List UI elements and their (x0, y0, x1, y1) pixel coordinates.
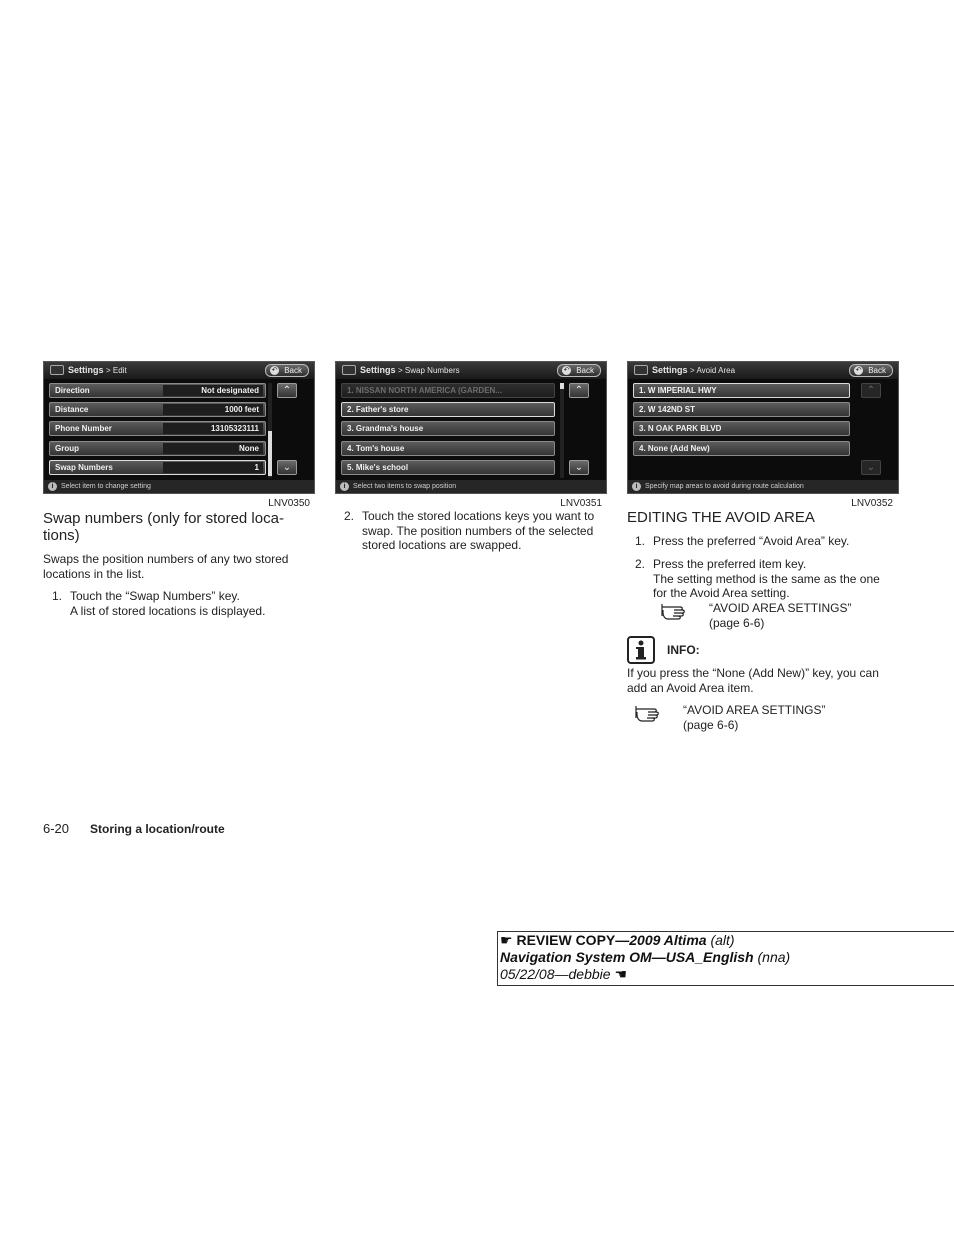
scroll-down-button[interactable]: ⌄ (569, 460, 589, 475)
info-icon (627, 636, 655, 664)
pointing-hand-icon: ☛ (500, 932, 513, 948)
scroll-down-button[interactable]: ⌄ (277, 460, 297, 475)
info-icon: i (632, 482, 641, 491)
scroll-up-button[interactable]: ⌃ (277, 383, 297, 398)
nav-screen-edit (43, 361, 315, 494)
review-line-1: ☛ REVIEW COPY—2009 Altima (alt) (500, 932, 735, 948)
review-line-3: 05/22/08—debbie ☚ (500, 966, 627, 982)
screen-footer: i Select item to change setting (44, 480, 314, 493)
pointing-hand-icon (660, 600, 692, 620)
back-arrow-icon: ↶ (271, 367, 278, 374)
section-title: Storing a location/route (90, 822, 225, 836)
stored-location-3[interactable]: 3. Grandma's house (341, 421, 555, 436)
cross-reference-2: “AVOID AREA SETTINGS” (page 6-6) (683, 703, 826, 732)
screen-header (44, 362, 314, 379)
back-button[interactable]: ↶ Back (265, 364, 309, 377)
back-arrow-icon: ↶ (855, 367, 862, 374)
step-number: 1. (635, 534, 646, 548)
row-group[interactable]: Group None (49, 441, 266, 456)
back-button[interactable]: ↶ Back (849, 364, 893, 377)
screen-footer: i Select two items to swap position (336, 480, 606, 493)
info-icon: i (48, 482, 57, 491)
avoid-area-add-new[interactable]: 4. None (Add New) (633, 441, 850, 456)
back-arrow-icon: ↶ (563, 367, 570, 374)
settings-menu-icon (634, 365, 648, 375)
avoid-area-1[interactable]: 1. W IMPERIAL HWY (633, 383, 850, 398)
row-swap-numbers[interactable]: Swap Numbers 1 (49, 460, 266, 475)
page-number: 6-20 (43, 821, 70, 836)
screen-header (628, 362, 898, 379)
nav-screen-avoid-area (627, 361, 899, 494)
stored-location-4[interactable]: 4. Tom's house (341, 441, 555, 456)
step-number: 1. (52, 589, 63, 603)
stored-location-2[interactable]: 2. Father's store (341, 402, 555, 417)
scrollbar[interactable] (560, 383, 564, 478)
step-2-text: Touch the stored locations keys you want to swap. The position numbers of the selected stored locations are swapped. (362, 509, 595, 552)
info-icon: i (340, 482, 349, 491)
info-label: INFO: (667, 643, 700, 657)
step-number: 2. (344, 509, 355, 523)
info-glyph-icon (629, 638, 653, 662)
row-phone-number[interactable]: Phone Number 13105323111 (49, 421, 266, 436)
info-text: If you press the “None (Add New)” key, you can add an Avoid Area item. (627, 666, 879, 695)
figure-code: LNV0351 (560, 498, 602, 509)
settings-menu-icon (50, 365, 64, 375)
scroll-down-button[interactable]: ⌄ (861, 460, 881, 475)
review-copy-stamp (497, 931, 954, 986)
scrollbar-thumb[interactable] (560, 383, 564, 389)
section-heading-swap-numbers: Swap numbers (only for stored loca- tions) (43, 510, 284, 544)
nav-screen-swap-numbers (335, 361, 607, 494)
row-direction[interactable]: Direction Not designated (49, 383, 266, 398)
scrollbar-thumb[interactable] (268, 431, 272, 476)
settings-menu-icon (342, 365, 356, 375)
step-number: 2. (635, 557, 646, 571)
pointing-hand-icon (634, 702, 666, 722)
screen-title: Settings > Avoid Area (652, 365, 736, 375)
review-line-2: Navigation System OM—USA_English (nna) (500, 949, 791, 965)
stored-location-5[interactable]: 5. Mike's school (341, 460, 555, 475)
pointing-hand-left-icon: ☚ (614, 966, 627, 982)
scroll-up-button[interactable]: ⌃ (861, 383, 881, 398)
paragraph-swap-description: Swaps the position numbers of any two stored locations in the list. (43, 552, 289, 581)
avoid-area-2[interactable]: 2. W 142ND ST (633, 402, 850, 417)
cross-reference-1: “AVOID AREA SETTINGS” (page 6-6) (709, 601, 852, 630)
screen-title: Settings > Edit (68, 365, 127, 375)
avoid-area-3[interactable]: 3. N OAK PARK BLVD (633, 421, 850, 436)
row-distance[interactable]: Distance 1000 feet (49, 402, 266, 417)
section-heading-editing-avoid-area: EDITING THE AVOID AREA (627, 509, 815, 526)
scroll-up-button[interactable]: ⌃ (569, 383, 589, 398)
scrollbar[interactable] (268, 383, 272, 478)
figure-code: LNV0350 (268, 498, 310, 509)
screen-header (336, 362, 606, 379)
avoid-step-1-text: Press the preferred “Avoid Area” key. (653, 534, 850, 548)
back-button[interactable]: ↶ Back (557, 364, 601, 377)
screen-title: Settings > Swap Numbers (360, 365, 460, 375)
screen-footer: i Specify map areas to avoid during route calculation (628, 480, 898, 493)
stored-location-1[interactable]: 1. NISSAN NORTH AMERICA (GARDEN... (341, 383, 555, 398)
step-1-text: Touch the “Swap Numbers” key. A list of stored locations is displayed. (70, 589, 266, 618)
figure-code: LNV0352 (851, 498, 893, 509)
avoid-step-2-text: Press the preferred item key. The setting method is the same as the one for the Avoid Area setting. (653, 557, 880, 600)
